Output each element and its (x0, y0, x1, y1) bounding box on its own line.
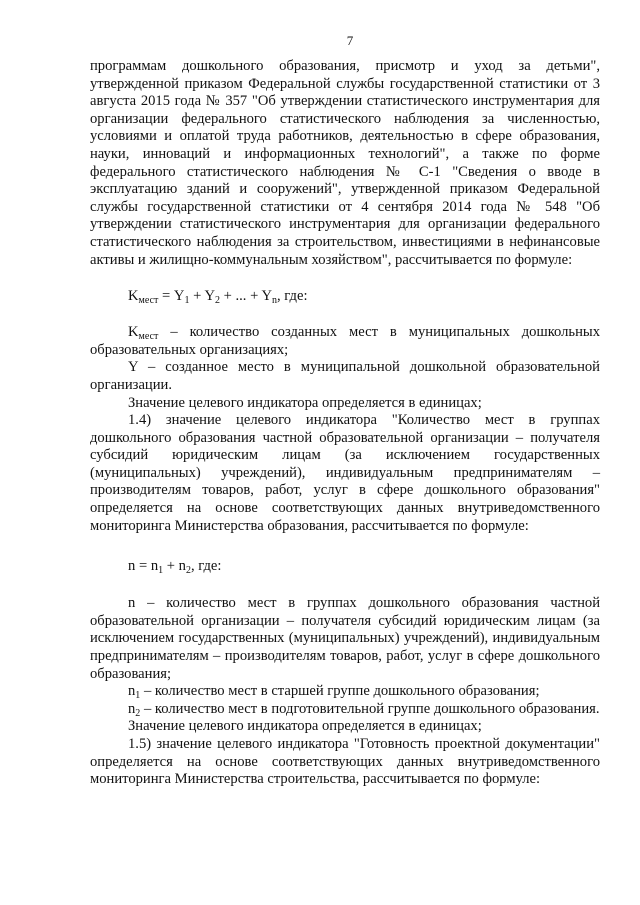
paragraph-forms-reference: программам дошкольного образования, присмотр и уход за детьми", утвержденной приказом Федеральной службы государственной статистики от 3 августа 2015 года № 357 "Об утверждении статистического инструментария для организации федерального статистического наблюдения за численностью, условиями и оплатой труда работников, деятельностью в сфере образования, науки, инноваций и информационных технологий", а также по форме федерального статистического наблюдения № С-1 "Сведения о вводе в эксплуатацию зданий и сооружений", утвержденной приказом Федеральной службы государственной статистики от 4 сентября 2014 года № 548 "Об утверждении статистического инструментария для организации федерального статистического наблюдения за строительством, инвестициями в нефинансовые активы и жилищно-коммунальным хозяйством", рассчитывается по формуле: (90, 58, 600, 268)
paragraph-k-mest-definition (90, 324, 600, 359)
formula-k-letter: K (128, 288, 139, 305)
formula-y1-sub: 1 (184, 295, 190, 307)
n1-letter: n (128, 683, 136, 700)
formula-plus: + Y (189, 288, 215, 305)
n1-sub: 1 (135, 690, 141, 702)
formula-n1-sub: 1 (158, 565, 164, 577)
formula-n-lhs: n = n (128, 558, 159, 575)
k-definition-text: – количество созданных мест в муниципальных дошкольных образовательных организациях; (90, 324, 600, 358)
paragraph-n2-definition (90, 701, 600, 719)
formula-n-tail: , где: (190, 558, 222, 575)
paragraph-n-definition: n – количество мест в группах дошкольного образования частной образовательной организации – получателя субсидий юридическим лицам (за исключением государственных (муниципальных) учреждений), индивидуальным предпринимателям – производителям товаров, работ, услуг в сфере дошкольного образования; (90, 595, 600, 682)
n2-sub: 2 (135, 707, 141, 719)
n2-definition-text: – количество мест в подготовительной группе дошкольного образования. (140, 700, 600, 717)
k-sub: мест (138, 331, 159, 343)
formula-y2-sub: 2 (214, 295, 220, 307)
formula-yn-sub: n (271, 295, 277, 307)
paragraph-indicator-1-5: 1.5) значение целевого индикатора "Готовность проектной документации" определяется на основе соответствующих данных внутриведомственного мониторинга Министерства строительства, рассчитывается по формуле: (90, 736, 600, 788)
formula-n-plus: + n (163, 558, 186, 575)
formula-k-sub: мест (138, 295, 159, 307)
page-number: 7 (346, 33, 354, 48)
k-letter: K (128, 324, 139, 341)
n1-definition-text: – количество мест в старшей группе дошкольного образования; (140, 683, 540, 700)
paragraph-y-definition: Y – созданное место в муниципальной дошкольной образовательной организации. (90, 359, 600, 393)
paragraph-units-1: Значение целевого индикатора определяется в единицах; (128, 394, 482, 411)
formula-tail: , где: (276, 288, 308, 305)
formula-n (90, 557, 600, 575)
formula-n2-sub: 2 (185, 565, 191, 577)
formula-k-mest (90, 287, 600, 305)
paragraph-units-2: Значение целевого индикатора определяется в единицах; (128, 718, 482, 735)
paragraph-indicator-1-4: 1.4) значение целевого индикатора "Количество мест в группах дошкольного образования частной образовательной организации – получателя субсидий юридическим лицам (за исключением государственных (муниципальных) учреждений), индивидуальным предпринимателям – производителям товаров, работ, услуг в сфере дошкольного образования" определяется на основе соответствующих данных внутриведомственного мониторинга Министерства образования, рассчитывается по формуле: (90, 412, 600, 534)
formula-eq: = Y (158, 288, 185, 305)
formula-dots: + ... + Y (219, 288, 272, 305)
paragraph-n1-definition (90, 683, 600, 701)
n2-letter: n (128, 700, 136, 717)
